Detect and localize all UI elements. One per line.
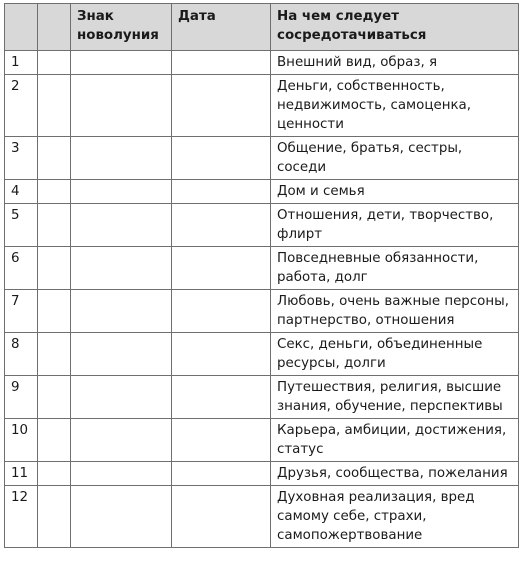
table-row [5,75,519,137]
new-moon-table [4,3,519,548]
focus-cell: Духовная реализация, вред самому себе, страхи, самопожертвование [271,486,519,548]
blank-cell [38,376,71,419]
header-date: Дата [172,4,271,51]
sign-cell [71,290,172,333]
row-number: 4 [5,180,38,204]
row-number: 8 [5,333,38,376]
blank-cell [38,333,71,376]
blank-cell [38,247,71,290]
date-cell [172,204,271,247]
focus-cell: Секс, деньги, объединенные ресурсы, долги [271,333,519,376]
sign-cell [71,75,172,137]
blank-cell [38,51,71,75]
focus-cell: Повседневные обязанности, работа, долг [271,247,519,290]
focus-cell: Карьера, амбиции, достижения, статус [271,419,519,462]
focus-cell: Друзья, сообщества, пожелания [271,462,519,486]
row-number: 1 [5,51,38,75]
date-cell [172,51,271,75]
sign-cell [71,137,172,180]
row-number: 11 [5,462,38,486]
header-blank [38,4,71,51]
table-row [5,419,519,462]
row-number: 7 [5,290,38,333]
date-cell [172,419,271,462]
blank-cell [38,419,71,462]
sign-cell [71,486,172,548]
row-number: 2 [5,75,38,137]
sign-cell [71,333,172,376]
focus-cell: Любовь, очень важные персоны, партнерство, отношения [271,290,519,333]
sign-cell [71,247,172,290]
table-row [5,376,519,419]
date-cell [172,376,271,419]
focus-cell: Общение, братья, сестры, соседи [271,137,519,180]
blank-cell [38,486,71,548]
blank-cell [38,75,71,137]
table-row [5,180,519,204]
header-sign: Знак новолуния [71,4,172,51]
header-number [5,4,38,51]
sign-cell [71,376,172,419]
row-number: 9 [5,376,38,419]
blank-cell [38,204,71,247]
date-cell [172,462,271,486]
date-cell [172,333,271,376]
table-row [5,462,519,486]
sign-cell [71,204,172,247]
table-header-row [5,4,519,51]
row-number: 12 [5,486,38,548]
date-cell [172,247,271,290]
table-row [5,247,519,290]
focus-cell: Отношения, дети, творчество, флирт [271,204,519,247]
row-number: 10 [5,419,38,462]
table-row [5,51,519,75]
table-row [5,486,519,548]
date-cell [172,180,271,204]
blank-cell [38,137,71,180]
row-number: 3 [5,137,38,180]
date-cell [172,75,271,137]
focus-cell: Дом и семья [271,180,519,204]
sign-cell [71,462,172,486]
row-number: 5 [5,204,38,247]
sign-cell [71,51,172,75]
date-cell [172,137,271,180]
header-focus: На чем следует сосредотачиваться [271,4,519,51]
focus-cell: Деньги, собственность, недвижимость, самоценка, ценности [271,75,519,137]
date-cell [172,290,271,333]
table-row [5,137,519,180]
focus-cell: Путешествия, религия, высшие знания, обучение, перспективы [271,376,519,419]
date-cell [172,486,271,548]
sign-cell [71,419,172,462]
focus-cell: Внешний вид, образ, я [271,51,519,75]
table-row [5,290,519,333]
row-number: 6 [5,247,38,290]
blank-cell [38,290,71,333]
blank-cell [38,180,71,204]
sign-cell [71,180,172,204]
table-row [5,204,519,247]
table-row [5,333,519,376]
blank-cell [38,462,71,486]
